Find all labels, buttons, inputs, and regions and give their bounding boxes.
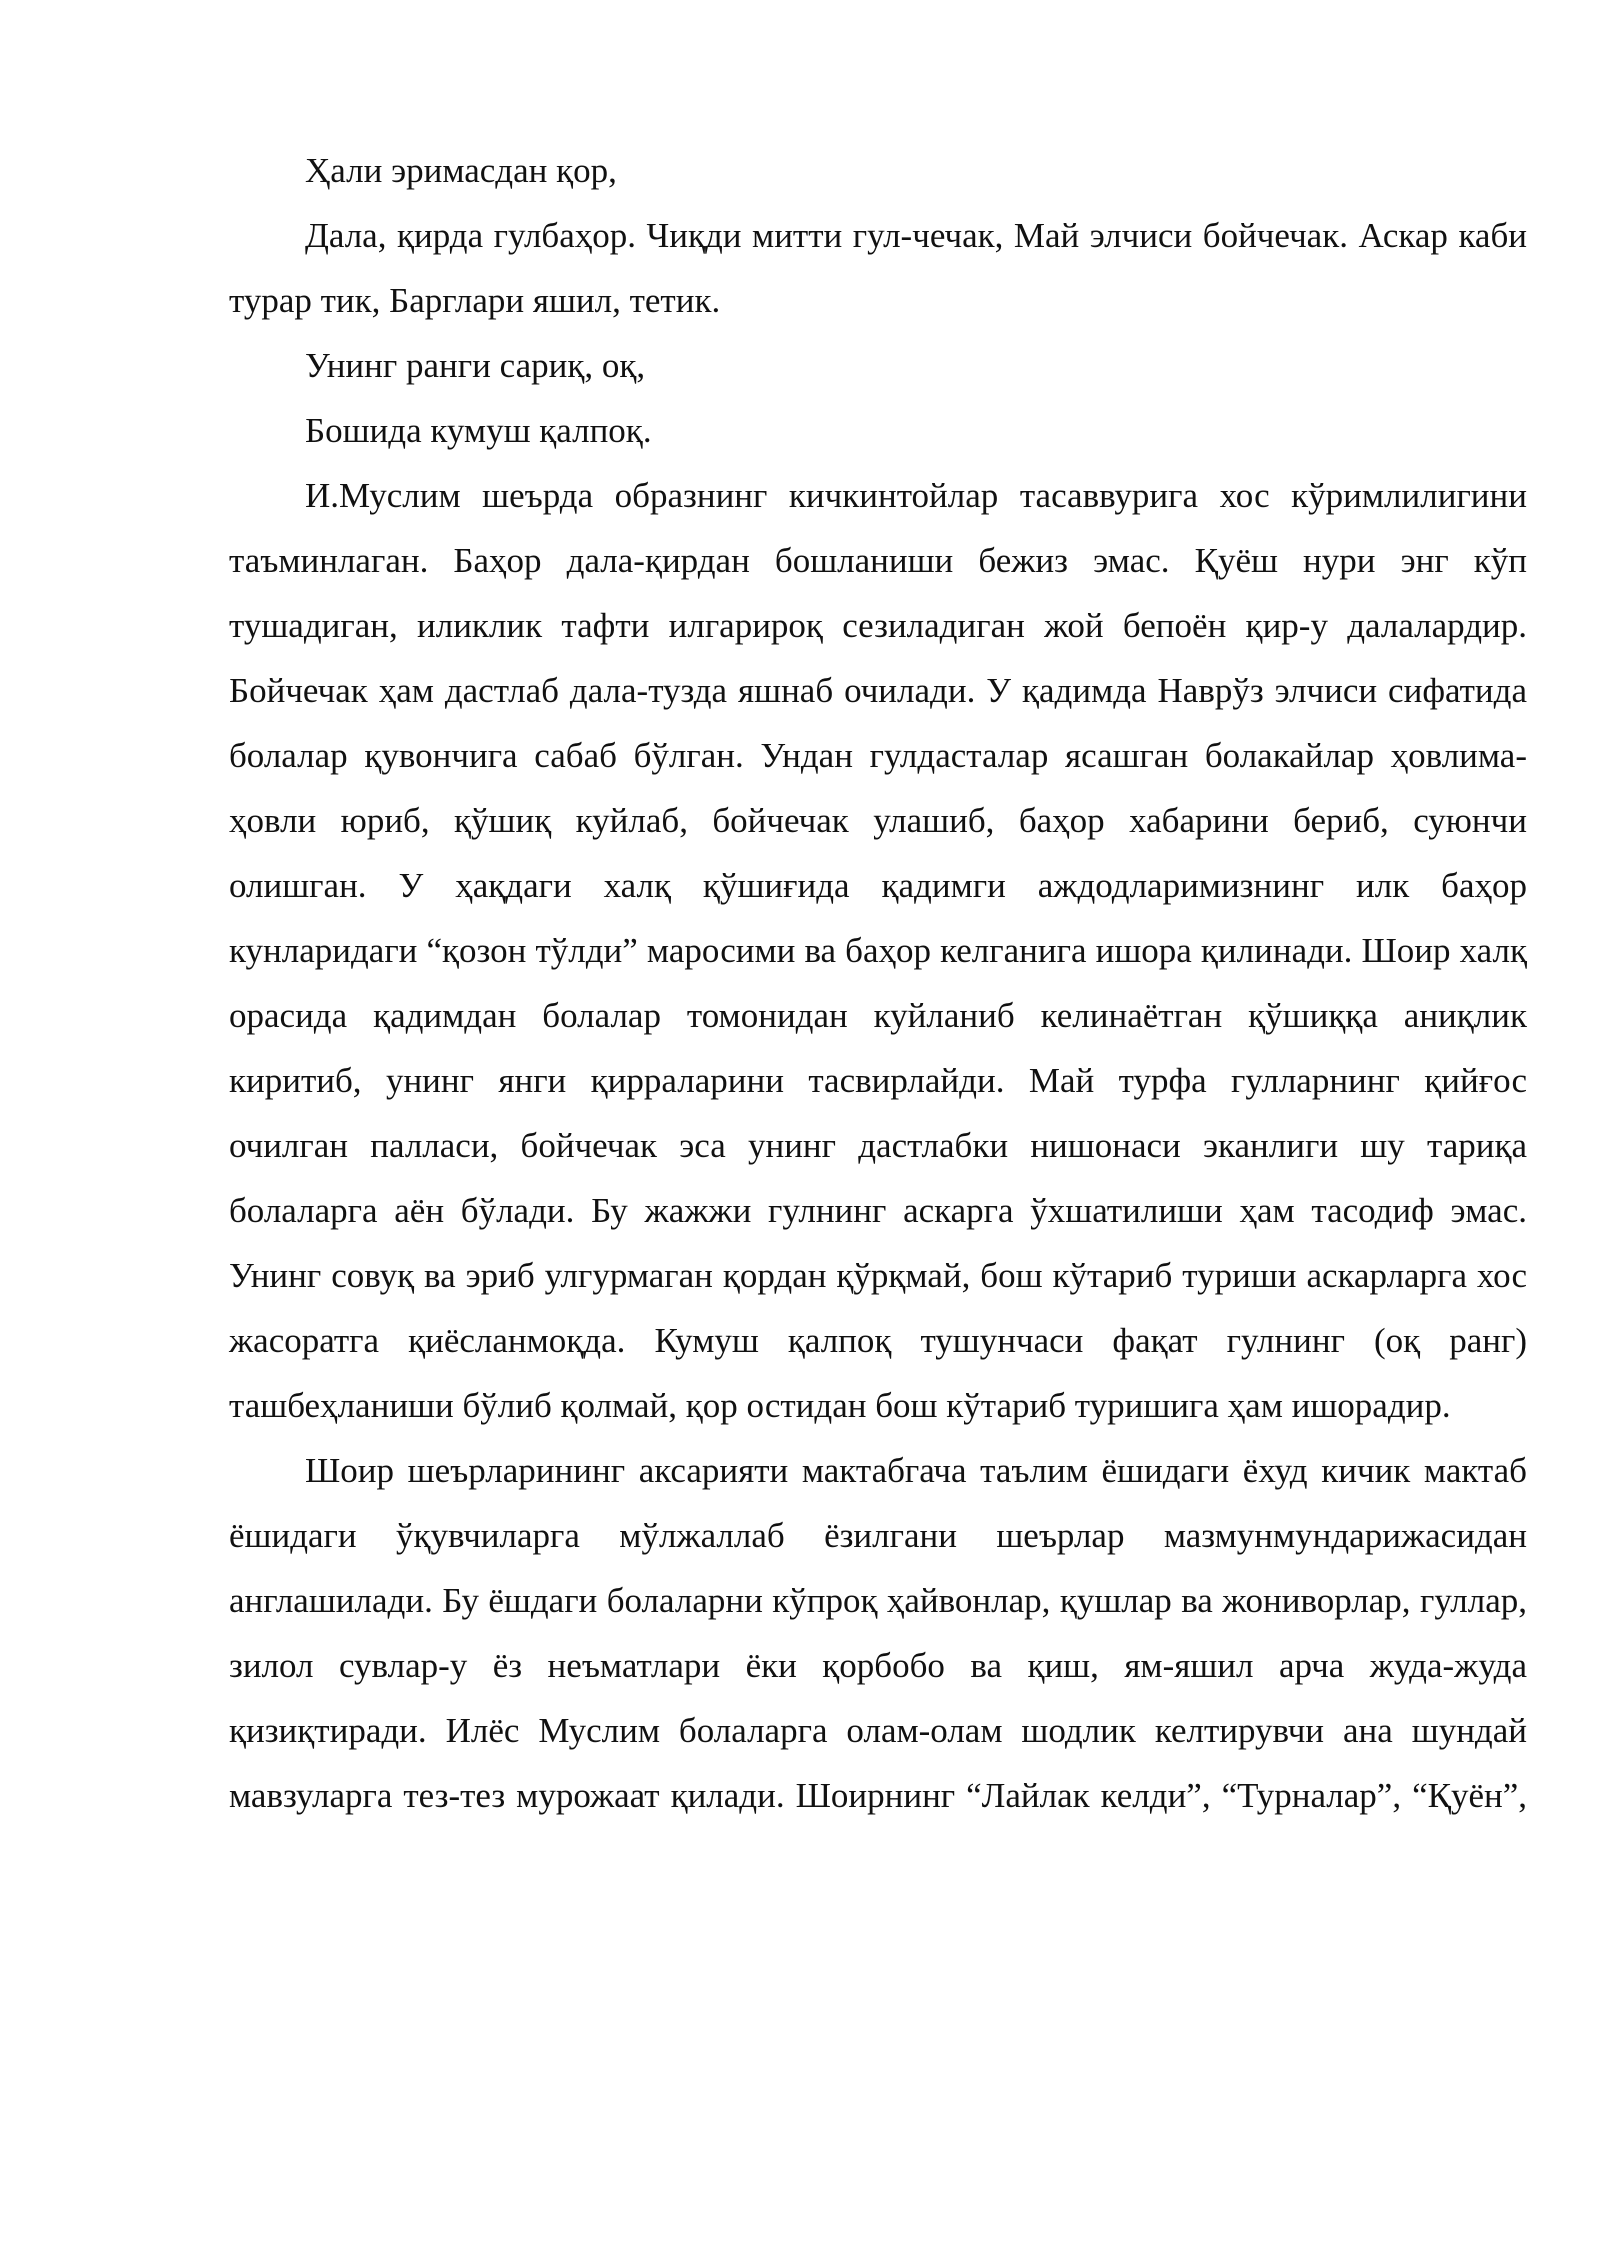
verse-paragraph: Дала, қирда гулбаҳор. Чиқди митти гул-чечак, Май элчиси бойчечак. Аскар каби турар тик, Барглари яшил, тетик. <box>229 216 1527 320</box>
verse-line-1: Ҳали эримасдан қор, <box>305 151 617 190</box>
verse-line-2: Унинг ранги сариқ, оқ, <box>305 346 646 385</box>
themes-paragraph: Шоир шеърларининг аксарияти мактабгача таълим ёшидаги ёхуд кичик мактаб ёшидаги ўқувчиларга мўлжаллаб ёзилгани шеърлар мазмунмундарижасидан англашилади. Бу ёшдаги болаларни кўпроқ ҳайвонлар, қушлар ва жониворлар, гуллар, зилол сувлар-у ёз неъматлари ёки қорбобо ва қиш, ям-яшил арча жуда-жуда қизиқтиради. Илёс Муслим болаларга олам-олам шодлик келтирувчи ана шундай мавзуларга тез-тез мурожаат қилади. Шоирнинг “Лайлак келди”, “Турналар”, “Қуён”, <box>229 1451 1527 1815</box>
verse-line-3: Бошида кумуш қалпоқ. <box>305 411 652 450</box>
analysis-paragraph: И.Муслим шеърда образнинг кичкинтойлар тасаввурига хос кўримлилигини таъминлаган. Баҳор дала-қирдан бошланиши бежиз эмас. Қуёш нури энг кўп тушадиган, иликлик тафти илгарироқ сезиладиган жой бепоён қир-у далалардир. Бойчечак ҳам дастлаб дала-тузда яшнаб очилади. У қадимда Наврўз элчиси сифатида болалар қувончига сабаб бўлган. Ундан гулдасталар ясашган болакайлар ҳовлима-ҳовли юриб, қўшиқ куйлаб, бойчечак улашиб, баҳор хабарини бериб, суюнчи олишган. У ҳақдаги халқ қўшиғида қадимги аждодларимизнинг илк баҳор кунларидаги “қозон тўлди” маросими ва баҳор келганига ишора қилинади. Шоир халқ орасида қадимдан болалар томонидан куйланиб келинаётган қўшиққа аниқлик киритиб, унинг янги қирраларини тасвирлайди. Май турфа гулларнинг қийғос очилган палласи, бойчечак эса унинг дастлабки нишонаси эканлиги шу тариқа болаларга аён бўлади. Бу жажжи гулнинг аскарга ўхшатилиши ҳам тасодиф эмас. Унинг совуқ ва эриб улгурмаган қордан қўрқмай, бош кўтариб туриши аскарларга хос жасоратга қиёсланмоқда. Кумуш қалпоқ тушунчаси фақат гулнинг (оқ ранг) ташбеҳланиши бўлиб қолмай, қор остидан бош кўтариб туришига ҳам ишорадир. <box>229 476 1527 1425</box>
document-page <box>229 138 1527 1828</box>
